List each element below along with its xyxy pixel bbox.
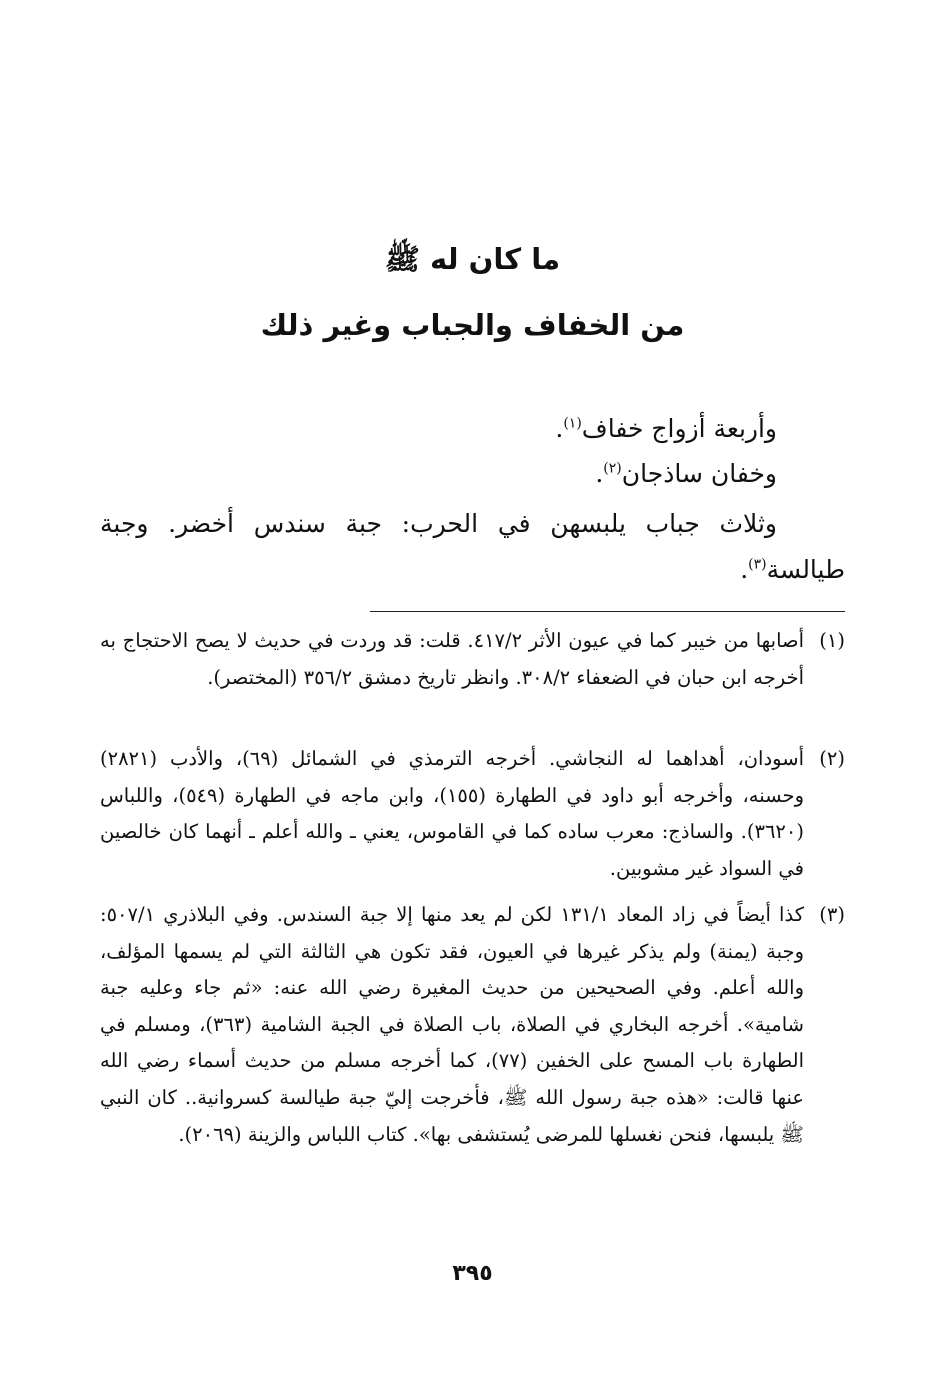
body-line-4 xyxy=(100,555,845,584)
chapter-title-line-1: ما كان له ﷺ xyxy=(384,242,561,276)
body-line-3: وثلاث جباب يلبسهن في الحرب: جبة سندس أخضر. وجبة xyxy=(100,509,777,538)
footnote-1-text: أصابها من خيبر كما في عيون الأثر ٤١٧/٢. قلت: قد وردت في حديث لا يصح الاحتجاج به أخرجه ابن حبان في الضعفاء ٣٠٨/٢. وانظر تاريخ دمشق ٣٥٦/٢ (المختصر). xyxy=(100,629,805,689)
footnote-2-text: أسودان، أهداهما له النجاشي. أخرجه الترمذي في الشمائل (٦٩)، والأدب (٢٨٢١) وحسنه، وأخرجه أبو داود في الطهارة (١٥٥)، وابن ماجه في الطهارة (٥٤٩)، واللباس (٣٦٢٠). والساذج: معرب ساده كما في القاموس، يعني ـ والله أعلم ـ أنهما كان خالصين في السواد غير مشوبين. xyxy=(100,747,804,880)
page-number: ٣٩٥ xyxy=(452,1261,493,1286)
body-line-1-text: وأربعة أزواج خفاف xyxy=(581,414,777,443)
body-line-1 xyxy=(100,414,777,443)
body-line-4-text: طيالسة xyxy=(766,555,845,584)
footnote-divider xyxy=(370,611,845,612)
footnote-3 xyxy=(100,897,845,1153)
footnote-ref-2[interactable]: (٢) xyxy=(603,460,622,477)
body-line-1-end: . xyxy=(555,414,564,443)
footnote-ref-1[interactable]: (١) xyxy=(563,415,582,432)
footnote-2 xyxy=(100,741,845,887)
body-line-2-end: . xyxy=(595,459,604,488)
footnote-3-number: (٣) xyxy=(819,903,845,926)
body-line-2 xyxy=(100,459,777,488)
footnote-ref-3[interactable]: (٣) xyxy=(748,556,767,573)
footnote-1 xyxy=(100,623,845,696)
footnote-3-text: كذا أيضاً في زاد المعاد ١٣١/١ لكن لم يعد منها إلا جبة السندس. وفي البلاذري ٥٠٧/١: وجبة (يمنة) ولم يذكر غيرها في العيون، فقد تكون هي الثالثة التي لم يسمها المؤلف، والله أعلم. وفي الصحيحين من حديث المغيرة رضي الله عنه: «ثم جاء وعليه جبة شامية». أخرجه البخاري في الصلاة، باب الصلاة في الجبة الشامية (٣٦٣)، ومسلم في الطهارة باب المسح على الخفين (٧٧)، كما أخرجه مسلم من حديث أسماء رضي الله عنها قالت: «هذه جبة رسول الله ﷺ، فأخرجت إليّ جبة طيالسة كسروانية.. كان النبي ﷺ يلبسها، فنحن نغسلها للمرضى يُستشفى بها». كتاب اللباس والزينة (٢٠٦٩). xyxy=(100,903,804,1146)
chapter-title-line-2: من الخفاف والجباب وغير ذلك xyxy=(260,308,685,342)
body-line-2-text: وخفان ساذجان xyxy=(621,459,777,488)
footnote-2-number: (٢) xyxy=(819,747,845,770)
body-line-4-end: . xyxy=(740,555,749,584)
footnote-1-number: (١) xyxy=(819,629,845,652)
